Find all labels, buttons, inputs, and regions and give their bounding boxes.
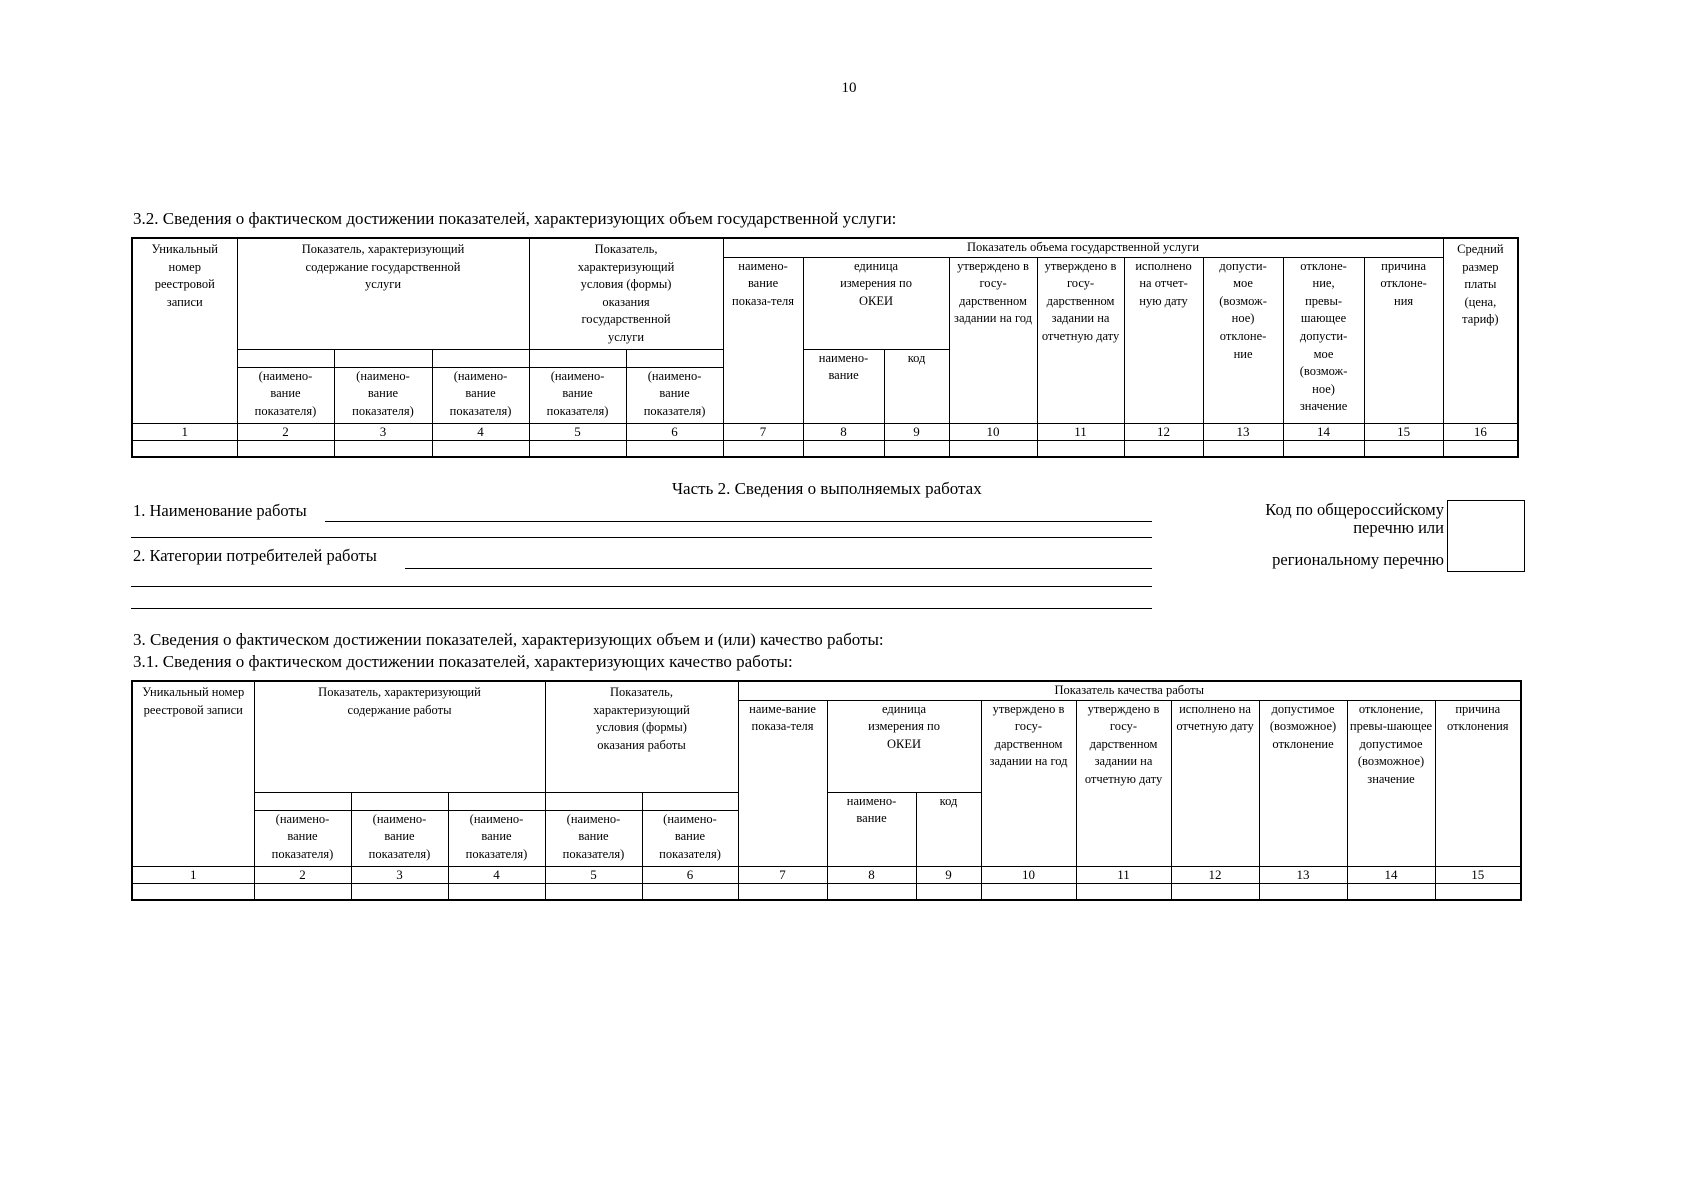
col-num-13: 13: [1259, 866, 1347, 883]
part2-title: Часть 2. Сведения о выполняемых работах: [672, 479, 982, 498]
col-num-5: 5: [545, 866, 642, 883]
code-label-line1: Код по общероссийскому: [1265, 500, 1444, 519]
col-num-3: 3: [351, 866, 448, 883]
sub-name-5: (наимено-вание показателя): [545, 810, 642, 866]
col-allowable: допусти-мое (возмож-ное) отклоне-ние: [1203, 257, 1283, 423]
col-reason: причина отклонения: [1435, 700, 1521, 866]
col-unit: единица измерения по ОКЕИ: [827, 700, 981, 792]
col-unique-number: Уникальный номер реестровой записи: [132, 238, 237, 423]
col-unit-name: наимено-вание: [803, 349, 884, 423]
col-num-16: 16: [1443, 423, 1518, 440]
col-num-11: 11: [1076, 866, 1171, 883]
col-num-10: 10: [949, 423, 1037, 440]
col-num-15: 15: [1364, 423, 1443, 440]
sub-name-2: (наимено-вание показателя): [237, 367, 334, 423]
work-name-line-2: [131, 537, 1152, 538]
section-3-2-heading: 3.2. Сведения о фактическом достижении показателей, характеризующих объем государственной услуги:: [133, 209, 897, 228]
col-num-2: 2: [254, 866, 351, 883]
col-num-8: 8: [827, 866, 916, 883]
col-quality-indicator: Показатель качества работы: [738, 681, 1521, 700]
col-num-11: 11: [1037, 423, 1124, 440]
col-volume-indicator: Показатель объема государственной услуги: [723, 238, 1443, 257]
code-label-line3: региональному перечню: [1272, 550, 1444, 569]
col-num-6: 6: [626, 423, 723, 440]
col-num-12: 12: [1171, 866, 1259, 883]
code-label: [1265, 501, 1444, 569]
col-num-4: 4: [432, 423, 529, 440]
col-num-14: 14: [1283, 423, 1364, 440]
col-name: наиме-вание показа-теля: [738, 700, 827, 866]
work-name-label: 1. Наименование работы: [133, 501, 307, 520]
work-name-line: [325, 521, 1152, 522]
col-allowable: допустимое (возможное) отклонение: [1259, 700, 1347, 866]
col-unit: единица измерения по ОКЕИ: [803, 257, 949, 349]
col-reason: причина отклоне-ния: [1364, 257, 1443, 423]
volume-table: [131, 237, 1519, 458]
section-3-1-heading: 3.1. Сведения о фактическом достижении показателей, характеризующих качество работы:: [133, 652, 793, 671]
col-unit-code: код: [884, 349, 949, 423]
col-num-10: 10: [981, 866, 1076, 883]
consumers-line: [405, 568, 1152, 569]
col-avg-fee: Средний размер платы (цена, тариф): [1443, 238, 1518, 423]
col-num-6: 6: [642, 866, 738, 883]
col-content-indicator: Показатель, характеризующий содержание работы: [254, 681, 545, 792]
code-label-line2: перечню или: [1353, 518, 1444, 537]
col-unit-name: наимено-вание: [827, 792, 916, 866]
col-num-7: 7: [738, 866, 827, 883]
col-approved-report: утверждено в госу-дарственном задании на отчетную дату: [1076, 700, 1171, 866]
col-unique-number: Уникальный номер реестровой записи: [132, 681, 254, 866]
consumers-label: 2. Категории потребителей работы: [133, 546, 377, 565]
consumers-line-3: [131, 608, 1152, 609]
col-num-9: 9: [884, 423, 949, 440]
col-num-8: 8: [803, 423, 884, 440]
col-num-12: 12: [1124, 423, 1203, 440]
sub-name-3: (наимено-вание показателя): [351, 810, 448, 866]
col-num-1: 1: [132, 866, 254, 883]
table-row: [132, 440, 1518, 457]
col-approved-year: утверждено в госу-дарственном задании на год: [981, 700, 1076, 866]
col-content-indicator: Показатель, характеризующий содержание государственной услуги: [237, 238, 529, 349]
col-conditions-indicator: Показатель, характеризующий условия (формы) оказания государственной услуги: [529, 238, 723, 349]
col-num-5: 5: [529, 423, 626, 440]
table-row: [132, 883, 1521, 900]
sub-name-3: (наимено-вание показателя): [334, 367, 432, 423]
col-executed: исполнено на отчетную дату: [1171, 700, 1259, 866]
col-approved-report: утверждено в госу-дарственном задании на отчетную дату: [1037, 257, 1124, 423]
sub-name-4: (наимено-вание показателя): [448, 810, 545, 866]
col-num-3: 3: [334, 423, 432, 440]
sub-name-5: (наимено-вание показателя): [529, 367, 626, 423]
col-num-13: 13: [1203, 423, 1283, 440]
quality-table: [131, 680, 1522, 901]
col-approved-year: утверждено в госу-дарственном задании на год: [949, 257, 1037, 423]
sub-name-2: (наимено-вание показателя): [254, 810, 351, 866]
col-num-9: 9: [916, 866, 981, 883]
col-name: наимено-вание показа-теля: [723, 257, 803, 423]
consumers-line-2: [131, 586, 1152, 587]
col-num-1: 1: [132, 423, 237, 440]
sub-name-4: (наимено-вание показателя): [432, 367, 529, 423]
col-num-2: 2: [237, 423, 334, 440]
col-deviation: отклоне-ние, превы-шающее допусти-мое (возмож-ное) значение: [1283, 257, 1364, 423]
sub-name-6: (наимено-вание показателя): [642, 810, 738, 866]
col-num-4: 4: [448, 866, 545, 883]
code-box: [1447, 500, 1525, 572]
page-number: 10: [841, 80, 857, 96]
col-num-15: 15: [1435, 866, 1521, 883]
col-conditions-indicator: Показатель, характеризующий условия (формы) оказания работы: [545, 681, 738, 792]
col-num-14: 14: [1347, 866, 1435, 883]
col-num-7: 7: [723, 423, 803, 440]
col-deviation: отклонение, превы-шающее допустимое (возможное) значение: [1347, 700, 1435, 866]
sub-name-6: (наимено-вание показателя): [626, 367, 723, 423]
col-executed: исполнено на отчет-ную дату: [1124, 257, 1203, 423]
col-unit-code: код: [916, 792, 981, 866]
section-3-heading: 3. Сведения о фактическом достижении показателей, характеризующих объем и (или) качество работы:: [133, 630, 884, 649]
